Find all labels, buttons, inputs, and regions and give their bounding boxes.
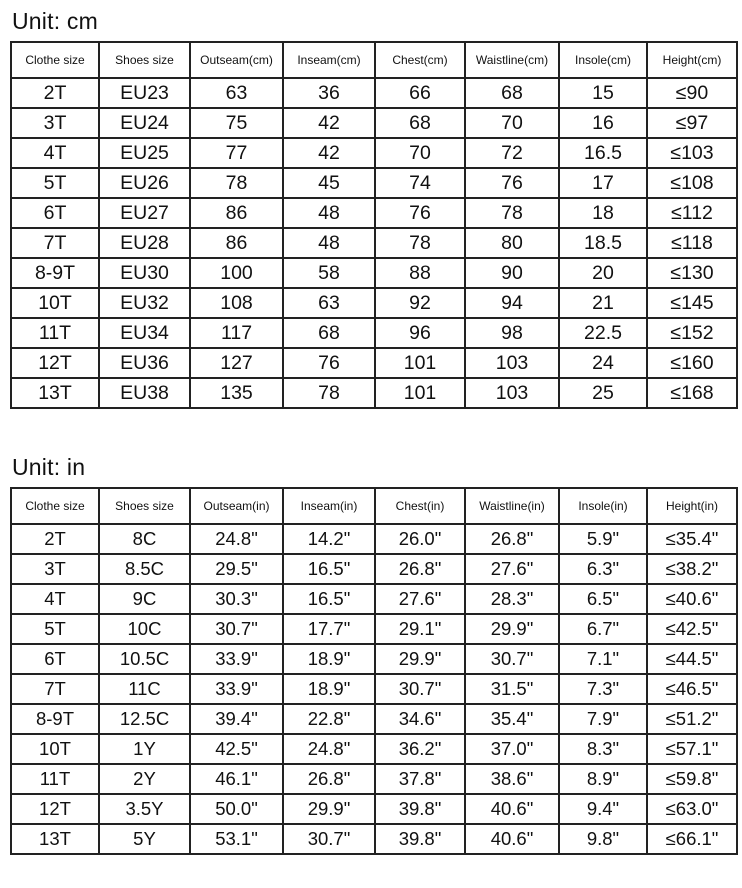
table-cell: 7.1" [559,644,647,674]
table-cell: 28.3" [465,584,559,614]
table-cell: 37.0" [465,734,559,764]
table-cell: 22.8" [283,704,375,734]
table-cell: 10T [11,734,99,764]
table-cell: ≤97 [647,108,737,138]
table-row [11,824,737,854]
table-cell: 24.8" [190,524,283,554]
table-cell: 76 [283,348,375,378]
column-header: Waistline(in) [465,488,559,524]
table-cell: 30.7" [375,674,465,704]
table-row [11,734,737,764]
table-cell: 5.9" [559,524,647,554]
table-cell: 46.1" [190,764,283,794]
table-cell: 27.6" [375,584,465,614]
column-header: Clothe size [11,42,99,78]
table-cell: 3T [11,554,99,584]
column-header: Shoes size [99,488,190,524]
table-cell: ≤42.5" [647,614,737,644]
table-cell: 50.0" [190,794,283,824]
table-cell: 3T [11,108,99,138]
table-cell: 30.7" [190,614,283,644]
table-row [11,584,737,614]
table-cell: 70 [375,138,465,168]
table-row [11,704,737,734]
table-cell: EU27 [99,198,190,228]
column-header: Insole(in) [559,488,647,524]
table-cell: 42 [283,108,375,138]
table-cell: 53.1" [190,824,283,854]
table-row [11,78,737,108]
table-cell: ≤118 [647,228,737,258]
table-cell: 18.5 [559,228,647,258]
table-row [11,228,737,258]
table-cell: 2T [11,524,99,554]
unit-in-title: Unit: in [12,454,86,480]
table-cell: 42 [283,138,375,168]
column-header: Inseam(cm) [283,42,375,78]
table-cell: 11T [11,318,99,348]
table-cell: ≤38.2" [647,554,737,584]
table-cell: 18 [559,198,647,228]
table-cell: 18.9" [283,674,375,704]
table-cell: 101 [375,378,465,408]
table-cell: ≤168 [647,378,737,408]
table-cell: 6.7" [559,614,647,644]
table-cell: 5T [11,168,99,198]
table-cell: 74 [375,168,465,198]
table-cell: 76 [465,168,559,198]
table-cell: 5Y [99,824,190,854]
table-cell: 108 [190,288,283,318]
table-cell: 72 [465,138,559,168]
table-cell: 10.5C [99,644,190,674]
table-cell: 70 [465,108,559,138]
column-header: Outseam(cm) [190,42,283,78]
table-row [11,108,737,138]
table-cell: 33.9" [190,644,283,674]
table-cell: 2T [11,78,99,108]
table-row [11,764,737,794]
table-cell: 92 [375,288,465,318]
header-row [11,42,737,78]
size-table-cm [10,41,738,409]
table-cell: EU25 [99,138,190,168]
table-cell: 24 [559,348,647,378]
table-cell: 16.5 [559,138,647,168]
table-cell: 39.8" [375,794,465,824]
table-row [11,794,737,824]
table-cell: 6.5" [559,584,647,614]
table-cell: ≤90 [647,78,737,108]
column-header: Chest(cm) [375,42,465,78]
table-cell: ≤103 [647,138,737,168]
table-cell: ≤35.4" [647,524,737,554]
table-cell: 78 [283,378,375,408]
table-cell: 33.9" [190,674,283,704]
column-header: Shoes size [99,42,190,78]
table-cell: 21 [559,288,647,318]
table-row [11,554,737,584]
table-cell: 90 [465,258,559,288]
table-cell: 26.8" [283,764,375,794]
column-header: Height(cm) [647,42,737,78]
table-cell: ≤108 [647,168,737,198]
table-cell: EU24 [99,108,190,138]
table-cell: 101 [375,348,465,378]
table-cell: ≤160 [647,348,737,378]
table-cell: 68 [375,108,465,138]
table-cell: 9.4" [559,794,647,824]
table-cell: EU26 [99,168,190,198]
table-cell: 16.5" [283,554,375,584]
table-cell: 8.5C [99,554,190,584]
table-cell: 9.8" [559,824,647,854]
table-cell: 48 [283,198,375,228]
column-header: Clothe size [11,488,99,524]
table-cell: 86 [190,198,283,228]
table-row [11,258,737,288]
table-cell: EU34 [99,318,190,348]
table-row [11,288,737,318]
table-cell: ≤40.6" [647,584,737,614]
table-cell: 10C [99,614,190,644]
table-cell: 37.8" [375,764,465,794]
table-cell: 127 [190,348,283,378]
table-cell: 27.6" [465,554,559,584]
table-cell: 30.7" [465,644,559,674]
table-cell: 11C [99,674,190,704]
header-row [11,488,737,524]
table-cell: EU30 [99,258,190,288]
table-cell: 26.8" [375,554,465,584]
table-cell: 98 [465,318,559,348]
table-header [11,488,737,524]
table-cell: 30.7" [283,824,375,854]
table-cell: 103 [465,378,559,408]
table-cell: 3.5Y [99,794,190,824]
column-header: Insole(cm) [559,42,647,78]
table-row [11,378,737,408]
table-cell: 35.4" [465,704,559,734]
table-cell: 8.9" [559,764,647,794]
table-cell: 80 [465,228,559,258]
column-header: Chest(in) [375,488,465,524]
table-cell: 63 [190,78,283,108]
table-cell: ≤145 [647,288,737,318]
table-cell: 117 [190,318,283,348]
table-cell: 78 [190,168,283,198]
table-row [11,198,737,228]
table-cell: 16 [559,108,647,138]
table-row [11,644,737,674]
table-cell: 30.3" [190,584,283,614]
table-cell: 25 [559,378,647,408]
table-cell: 88 [375,258,465,288]
column-header: Inseam(in) [283,488,375,524]
table-cell: 135 [190,378,283,408]
table-cell: 14.2" [283,524,375,554]
table-cell: EU28 [99,228,190,258]
table-cell: 17.7" [283,614,375,644]
table-cell: 8.3" [559,734,647,764]
table-row [11,168,737,198]
table-cell: 45 [283,168,375,198]
table-row [11,674,737,704]
table-cell: 15 [559,78,647,108]
table-cell: 24.8" [283,734,375,764]
table-cell: ≤63.0" [647,794,737,824]
table-cell: 40.6" [465,794,559,824]
table-cell: 94 [465,288,559,318]
table-cell: EU36 [99,348,190,378]
table-cell: 77 [190,138,283,168]
table-cell: 42.5" [190,734,283,764]
table-cell: ≤59.8" [647,764,737,794]
column-header: Outseam(in) [190,488,283,524]
table-cell: 6.3" [559,554,647,584]
table-body [11,524,737,854]
table-cell: 12.5C [99,704,190,734]
table-cell: 66 [375,78,465,108]
table-cell: 39.4" [190,704,283,734]
table-cell: 20 [559,258,647,288]
table-cell: 31.5" [465,674,559,704]
table-cell: 68 [465,78,559,108]
table-cell: 11T [11,764,99,794]
table-cell: EU23 [99,78,190,108]
table-cell: 48 [283,228,375,258]
table-cell: 76 [375,198,465,228]
table-row [11,318,737,348]
table-cell: 39.8" [375,824,465,854]
table-cell: 96 [375,318,465,348]
table-cell: ≤66.1" [647,824,737,854]
table-cell: EU32 [99,288,190,318]
table-cell: 1Y [99,734,190,764]
table-cell: 38.6" [465,764,559,794]
table-cell: 16.5" [283,584,375,614]
table-cell: 75 [190,108,283,138]
table-cell: 6T [11,198,99,228]
table-cell: 8C [99,524,190,554]
table-cell: 7T [11,228,99,258]
table-cell: 7.3" [559,674,647,704]
table-cell: 103 [465,348,559,378]
table-cell: 5T [11,614,99,644]
table-cell: 86 [190,228,283,258]
table-cell: 29.1" [375,614,465,644]
table-cell: ≤44.5" [647,644,737,674]
table-cell: ≤130 [647,258,737,288]
table-cell: 12T [11,794,99,824]
unit-cm-title: Unit: cm [12,8,98,34]
table-cell: 29.9" [283,794,375,824]
column-header: Height(in) [647,488,737,524]
table-cell: ≤112 [647,198,737,228]
table-cell: ≤57.1" [647,734,737,764]
table-cell: 78 [375,228,465,258]
table-row [11,614,737,644]
size-table-in [10,487,738,855]
table-cell: 26.8" [465,524,559,554]
column-header: Waistline(cm) [465,42,559,78]
table-cell: 6T [11,644,99,674]
table-cell: 36.2" [375,734,465,764]
table-cell: 17 [559,168,647,198]
table-cell: 4T [11,138,99,168]
table-cell: ≤46.5" [647,674,737,704]
table-cell: 26.0" [375,524,465,554]
table-cell: 2Y [99,764,190,794]
table-cell: 63 [283,288,375,318]
table-cell: 7.9" [559,704,647,734]
table-row [11,138,737,168]
table-cell: 12T [11,348,99,378]
table-cell: ≤152 [647,318,737,348]
table-cell: 22.5 [559,318,647,348]
table-row [11,348,737,378]
table-cell: 18.9" [283,644,375,674]
table-cell: 36 [283,78,375,108]
table-cell: 68 [283,318,375,348]
table-cell: ≤51.2" [647,704,737,734]
table-cell: 78 [465,198,559,228]
table-cell: 9C [99,584,190,614]
table-cell: 58 [283,258,375,288]
table-body [11,78,737,408]
table-cell: EU38 [99,378,190,408]
table-cell: 7T [11,674,99,704]
table-cell: 29.9" [465,614,559,644]
table-cell: 10T [11,288,99,318]
table-cell: 29.5" [190,554,283,584]
table-cell: 34.6" [375,704,465,734]
table-cell: 8-9T [11,258,99,288]
table-row [11,524,737,554]
table-cell: 4T [11,584,99,614]
table-cell: 40.6" [465,824,559,854]
table-header [11,42,737,78]
table-cell: 100 [190,258,283,288]
table-cell: 8-9T [11,704,99,734]
table-cell: 13T [11,378,99,408]
table-cell: 13T [11,824,99,854]
table-cell: 29.9" [375,644,465,674]
